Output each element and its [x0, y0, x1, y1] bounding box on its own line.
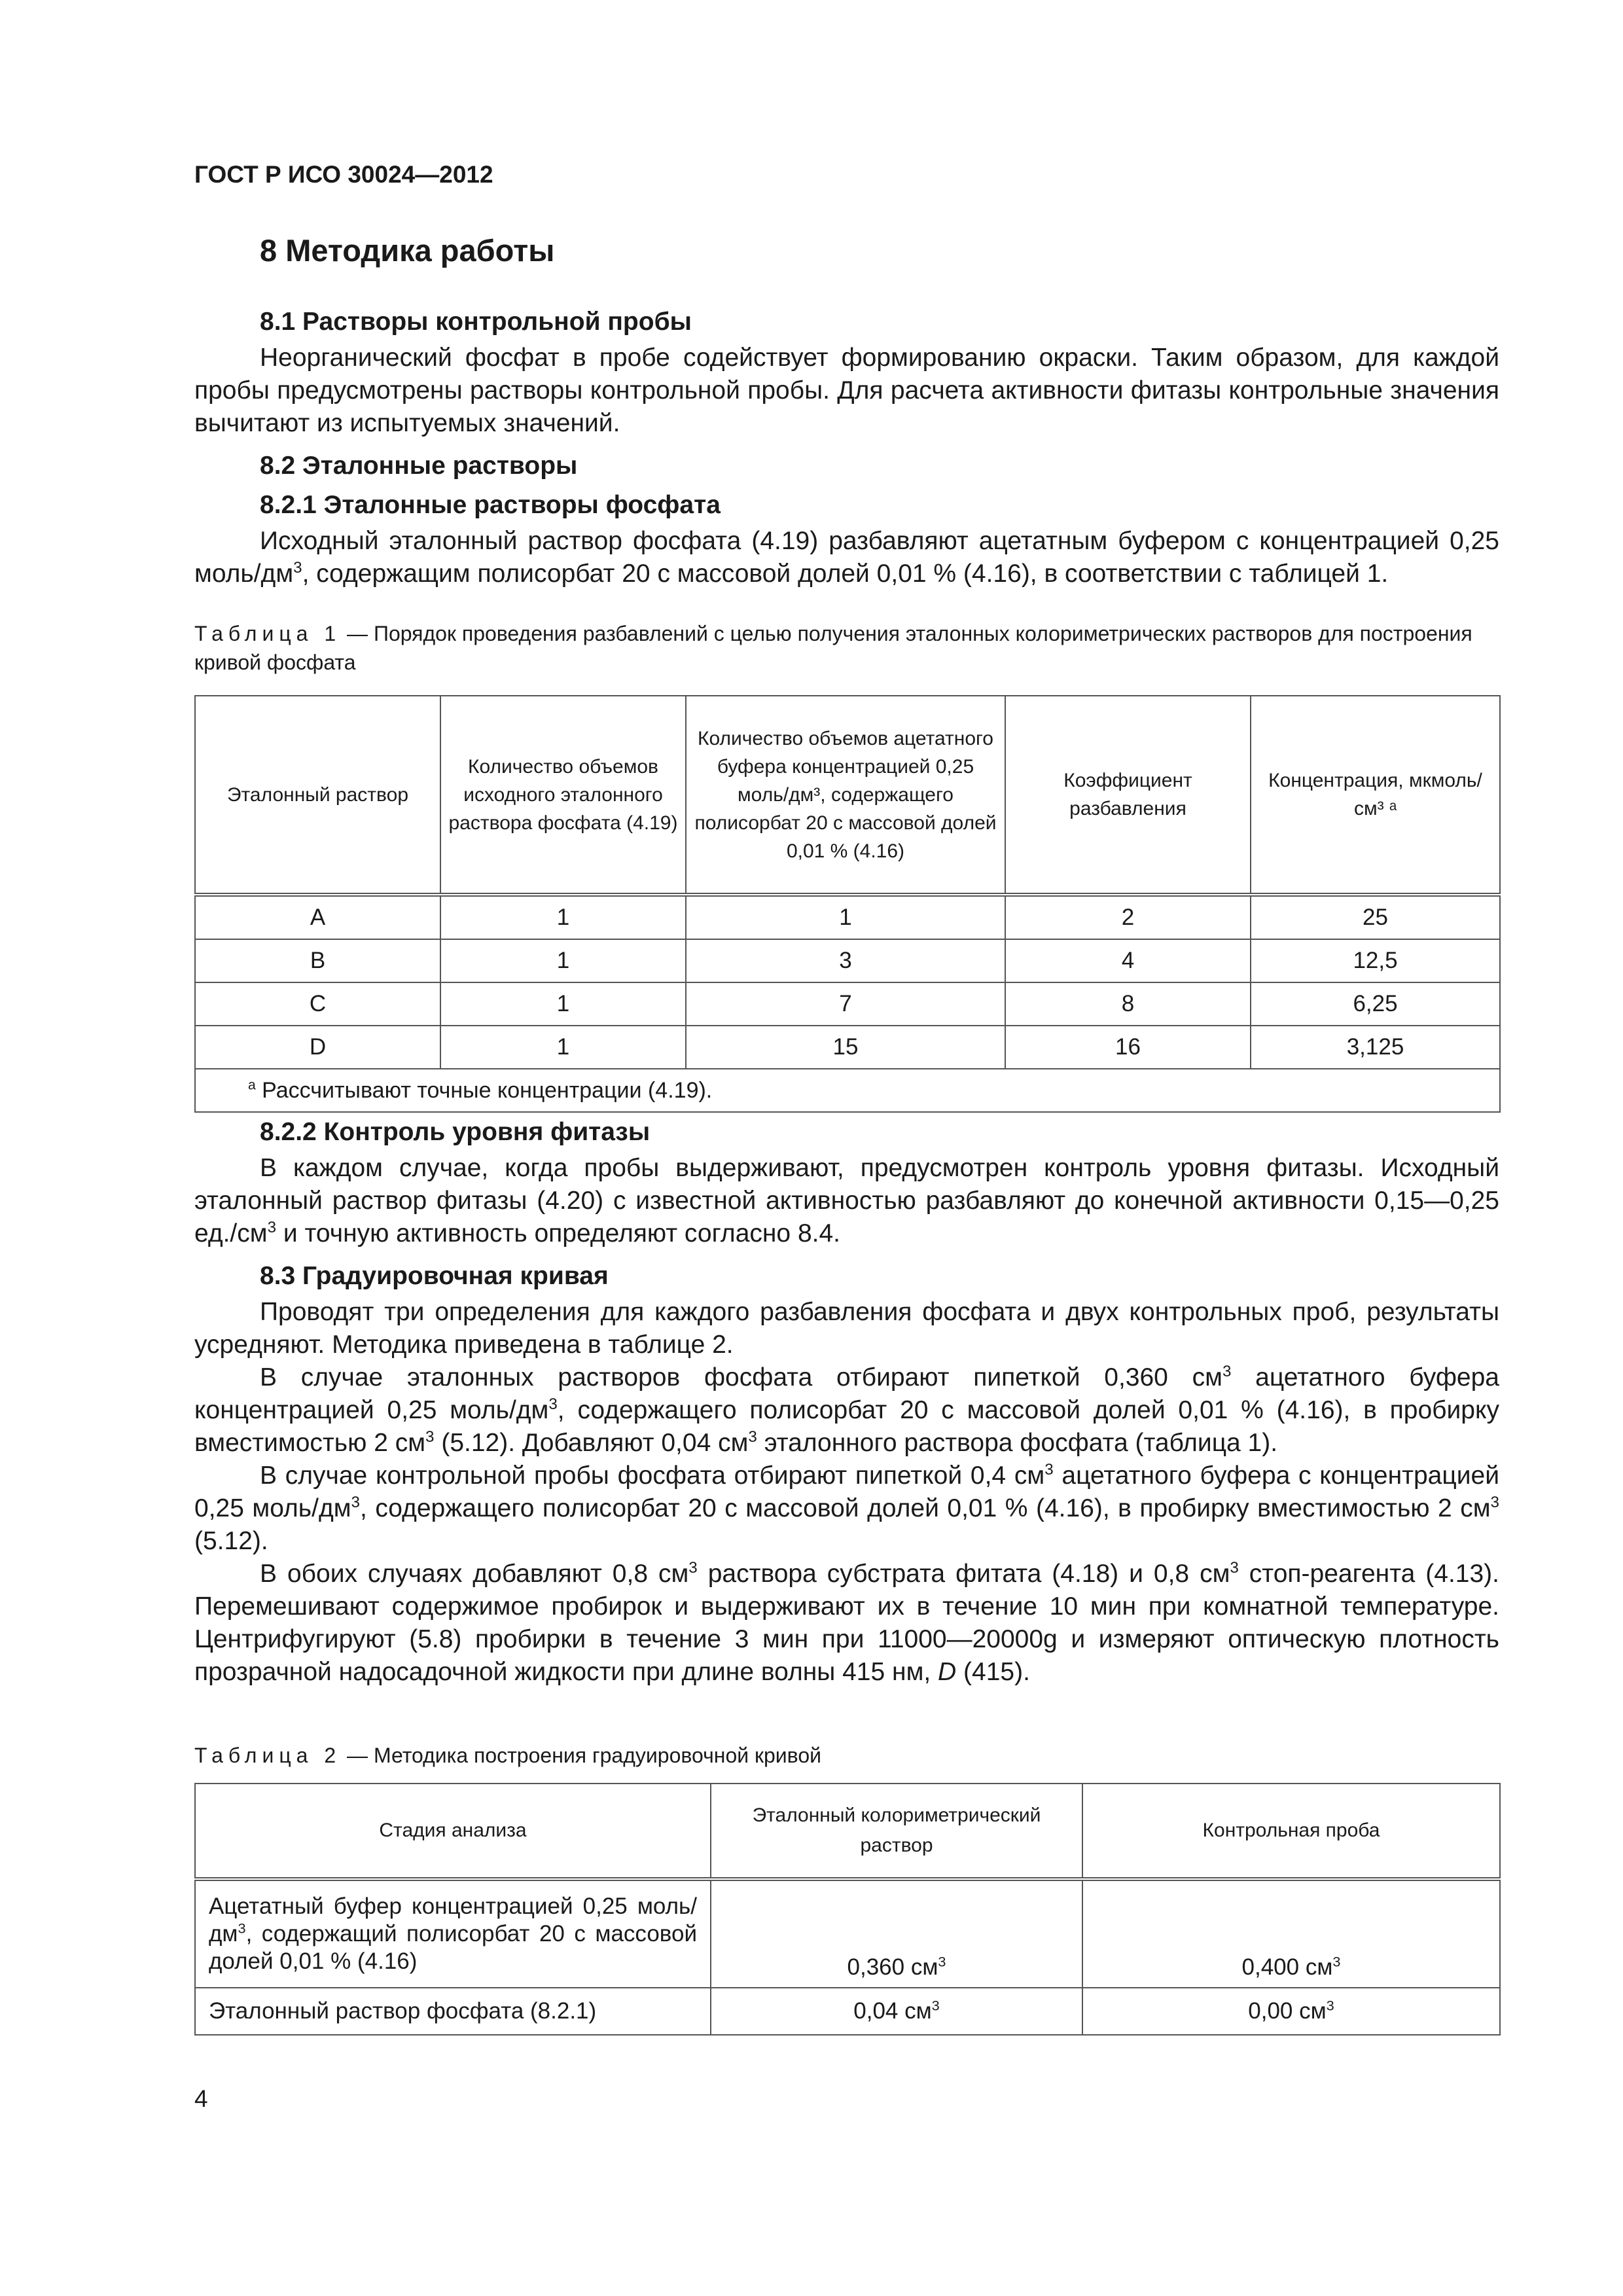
table1-caption: Таблица 1 — Порядок проведения разбавлений с целью получения эталонных колориметрических растворов для построения кривой фосфата	[194, 622, 1472, 674]
table-cell: 0,400 $см^3$	[1082, 1879, 1500, 1988]
heading-8-2-1: 8.2.1 Эталонные растворы фосфата	[260, 491, 721, 519]
table-cell: 1	[686, 895, 1005, 939]
table2	[194, 1783, 1501, 2036]
table-row	[195, 982, 1500, 1026]
table1-header-cell: Коэффициент разбавления	[1005, 696, 1251, 895]
table-cell: 4	[1005, 939, 1251, 982]
table-cell: Эталонный раствор фосфата (8.2.1)	[195, 1988, 711, 2035]
document-header: ГОСТ Р ИСО 30024—2012	[194, 161, 493, 188]
table1-footnote: $^a$ Рассчитывают точные концентрации (4.19).	[195, 1069, 1500, 1112]
table-cell: 12,5	[1251, 939, 1500, 982]
table-cell: 8	[1005, 982, 1251, 1026]
table-row	[195, 1988, 1500, 2035]
table-cell: 6,25	[1251, 982, 1500, 1026]
table-cell: 0,04 $см^3$	[711, 1988, 1082, 2035]
table-cell: 3	[686, 939, 1005, 982]
table2-header-cell: Контрольная проба	[1082, 1784, 1500, 1879]
table-cell: 7	[686, 982, 1005, 1026]
table-cell: 16	[1005, 1026, 1251, 1069]
table2-header-cell: Эталонный колориметрический раствор	[711, 1784, 1082, 1879]
table-cell: Ацетатный буфер концентрацией 0,25 моль/$дм^3$, содержащий полисорбат 20 с массовой долей 0,01 % (4.16)	[195, 1879, 711, 1988]
section-8-2-1	[194, 491, 1499, 590]
table-cell: 2	[1005, 895, 1251, 939]
heading-8-2-2: 8.2.2 Контроль уровня фитазы	[260, 1118, 651, 1146]
table-cell: 1	[440, 1026, 686, 1069]
table-cell: 0,360 $см^3$	[711, 1879, 1082, 1988]
heading-8-3: 8.3 Градуировочная кривая	[260, 1262, 609, 1290]
table-row	[195, 939, 1500, 982]
table-row	[195, 895, 1500, 939]
paragraph-8-2-2: В каждом случае, когда пробы выдерживают, предусмотрен контроль уровня фитазы. Исходный эталонный раствор фитазы (4.20) с известной активностью разбавляют до конечной активности 0,15—0,25 $ед./см^3$ и точную активность определяют согласно 8.4.	[194, 1154, 1499, 1247]
table-cell: 1	[440, 895, 686, 939]
table-cell: 15	[686, 1026, 1005, 1069]
table-row	[195, 1879, 1500, 1988]
table-cell: 0,00 $см^3$	[1082, 1988, 1500, 2035]
table-cell: 3,125	[1251, 1026, 1500, 1069]
section-8-3	[194, 1262, 1499, 1689]
paragraph-8-3-2: В случае эталонных растворов фосфата отбирают пипеткой 0,360 $см^3$ ацетатного буфера концентрацией 0,25 моль/$дм^3$, содержащего полисорбат 20 с массовой долей 0,01 % (4.16), в пробирку вместимостью 2 $см^3$ (5.12). Добавляют 0,04 $см^3$ эталонного раствора фосфата (таблица 1).	[194, 1363, 1499, 1457]
page-number: 4	[194, 2085, 208, 2112]
section-8-2	[194, 452, 1499, 480]
table1-container	[194, 695, 1499, 1113]
table1-footnote-row	[195, 1069, 1500, 1112]
table-cell: B	[195, 939, 440, 982]
paragraph-8-3-4: В обоих случаях добавляют 0,8 $см^3$ раствора субстрата фитата (4.18) и 0,8 $см^3$ стоп-реагента (4.13). Перемешивают содержимое пробирок и выдерживают их в течение 10 мин при комнатной температуре. Центрифугируют (5.8) пробирки в течение 3 мин при 11000—20000g и измеряют оптическую плотность прозрачной надосадочной жидкости при длине волны 415 нм, D (415).	[194, 1559, 1499, 1686]
table1-header-cell: Эталонный раствор	[195, 696, 440, 895]
section-8-1	[194, 308, 1499, 440]
table-cell: 1	[440, 939, 686, 982]
table-cell: 25	[1251, 895, 1500, 939]
table-cell: D	[195, 1026, 440, 1069]
section-8-2-2	[194, 1118, 1499, 1250]
section-title: 8 Методика работы	[260, 233, 555, 268]
table1-header-cell: Количество объемов ацетатного буфера концентрацией 0,25 моль/дм³, содержащего полисорбат 20 с массовой долей 0,01 % (4.16)	[686, 696, 1005, 895]
table2-header-cell: Стадия анализа	[195, 1784, 711, 1879]
paragraph-8-1: Неорганический фосфат в пробе содействует формированию окраски. Таким образом, для каждой пробы предусмотрены растворы контрольной пробы. Для расчета активности фитазы контрольные значения вычитают из испытуемых значений.	[194, 344, 1499, 437]
table1-header-cell: Концентрация, мкмоль/см³ ᵃ	[1251, 696, 1500, 895]
table2-container	[194, 1783, 1499, 2036]
table2-header-row	[195, 1784, 1500, 1879]
table1-header-row	[195, 696, 1500, 895]
table-cell: 1	[440, 982, 686, 1026]
heading-8-1: 8.1 Растворы контрольной пробы	[260, 308, 692, 336]
table-cell: A	[195, 895, 440, 939]
paragraph-8-2-1: Исходный эталонный раствор фосфата (4.19) разбавляют ацетатным буфером с концентрацией 0,25 моль/$дм^3$, содержащим полисорбат 20 с массовой долей 0,01 % (4.16), в соответствии с таблицей 1.	[194, 527, 1499, 588]
table-cell: C	[195, 982, 440, 1026]
table1-header-cell: Количество объемов исходного эталонного раствора фосфата (4.19)	[440, 696, 686, 895]
table1	[194, 695, 1501, 1113]
paragraph-8-3-3: В случае контрольной пробы фосфата отбирают пипеткой 0,4 $см^3$ ацетатного буфера с концентрацией 0,25 моль/$дм^3$, содержащего полисорбат 20 с массовой долей 0,01 % (4.16), в пробирку вместимостью 2 $см^3$ (5.12).	[194, 1461, 1499, 1555]
paragraph-8-3-1: Проводят три определения для каждого разбавления фосфата и двух контрольных проб, результаты усредняют. Методика приведена в таблице 2.	[194, 1298, 1499, 1359]
table-row	[195, 1026, 1500, 1069]
table2-caption: Таблица 2 — Методика построения градуировочной кривой	[194, 1744, 821, 1767]
heading-8-2: 8.2 Эталонные растворы	[260, 452, 578, 480]
